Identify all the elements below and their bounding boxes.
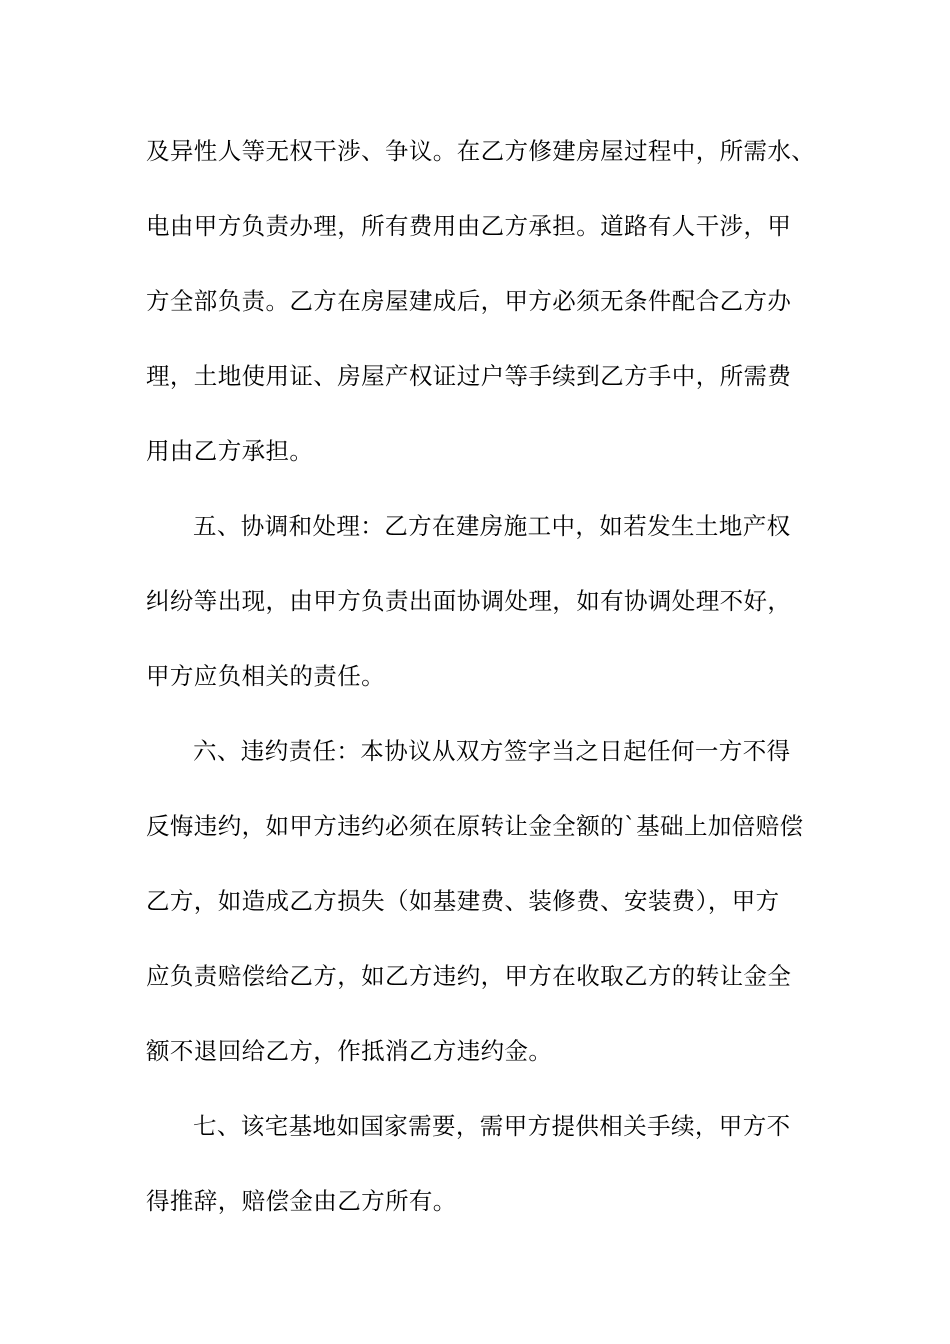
paragraph-line: 得推辞，赔偿金由乙方所有。 (146, 1187, 457, 1215)
paragraph-line: 纠纷等出现，由甲方负责出面协调处理，如有协调处理不好， (146, 587, 792, 615)
paragraph-line: 应负责赔偿给乙方，如乙方违约，甲方在收取乙方的转让金全 (146, 962, 792, 990)
paragraph-line: 及异性人等无权干涉、争议。在乙方修建房屋过程中，所需水、 (146, 137, 816, 165)
section-6-heading-line: 六、违约责任：本协议从双方签字当之日起任何一方不得 (193, 737, 791, 765)
paragraph-line: 乙方，如造成乙方损失（如基建费、装修费、安装费），甲方 (146, 887, 780, 915)
paragraph-line: 甲方应负相关的责任。 (146, 662, 385, 690)
paragraph-line: 额不退回给乙方，作抵消乙方违约金。 (146, 1037, 553, 1065)
paragraph-line: 方全部负责。乙方在房屋建成后，甲方必须无条件配合乙方办 (146, 287, 792, 315)
paragraph-line: 反悔违约，如甲方违约必须在原转让金全额的`基础上加倍赔偿 (146, 812, 804, 840)
section-7-heading-line: 七、该宅基地如国家需要，需甲方提供相关手续，甲方不 (193, 1112, 791, 1140)
paragraph-line: 电由甲方负责办理，所有费用由乙方承担。道路有人干涉，甲 (146, 212, 792, 240)
section-5-heading-line: 五、协调和处理：乙方在建房施工中，如若发生土地产权 (193, 512, 791, 540)
paragraph-line: 用由乙方承担。 (146, 437, 314, 465)
paragraph-line: 理，土地使用证、房屋产权证过户等手续到乙方手中，所需费 (146, 362, 792, 390)
